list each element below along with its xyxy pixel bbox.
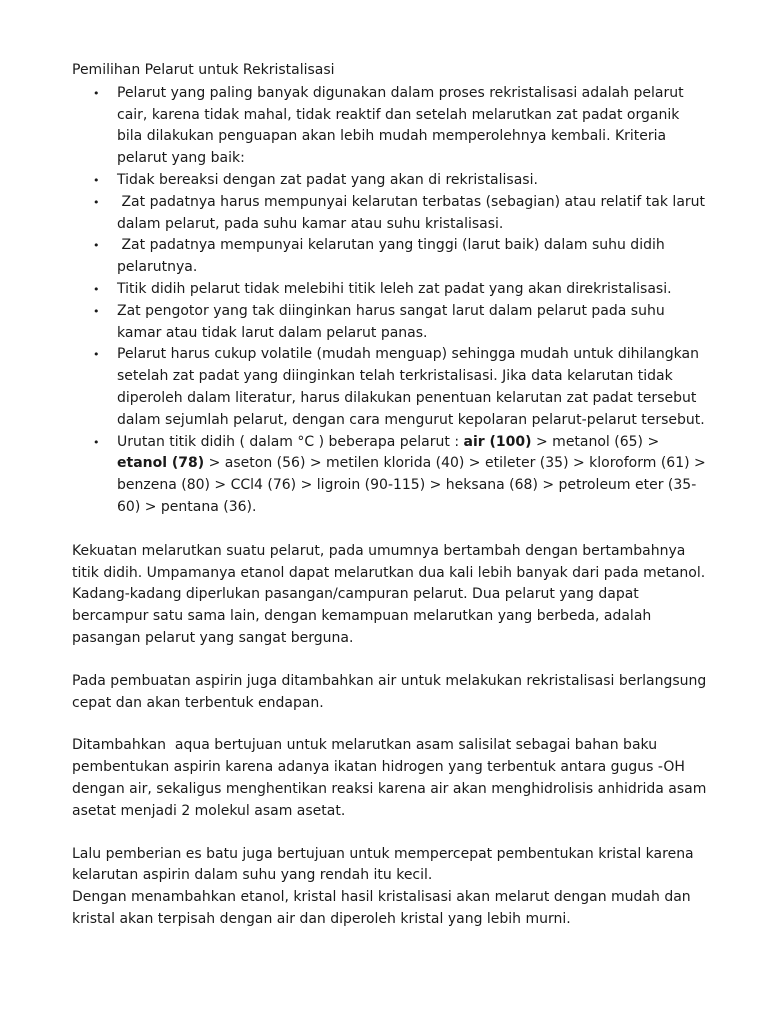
paragraph-ethanol: Dengan menambahkan etanol, kristal hasil kristalisasi akan melarut dengan mudah dan kristal akan terpisah dengan air dan diperoleh kristal yang lebih murni. — [72, 889, 691, 927]
list-item — [93, 235, 708, 279]
list-item-text: Zat pengotor yang tak diinginkan harus sangat larut dalam pelarut pada suhu kamar atau tidak larut dalam pelarut panas. — [117, 302, 665, 341]
bullet-icon: • — [93, 86, 100, 100]
list-item — [93, 279, 708, 301]
bullet-icon: • — [93, 435, 100, 449]
paragraph-ice: Lalu pemberian es batu juga bertujuan untuk mempercepat pembentukan kristal karena kelarutan aspirin dalam suhu yang rendah itu kecil. — [72, 845, 694, 884]
boiling-mid: > metanol (65) > — [531, 433, 660, 450]
list-item-text: Titik didih pelarut tidak melebihi titik leleh zat padat yang akan direkristalisasi. — [117, 280, 672, 297]
boiling-prefix: Urutan titik didih ( dalam °C ) beberapa pelarut : — [117, 433, 464, 450]
list-item — [93, 83, 708, 170]
list-item — [93, 344, 708, 431]
bullet-icon: • — [93, 239, 100, 253]
paragraph-aqua: Ditambahkan aqua bertujuan untuk melarutkan asam salisilat sebagai bahan baku pembentukan aspirin karena adanya ikatan hidrogen yang terbentuk antara gugus -OH dengan air, sekaligus menghentikan reaksi karena air akan menghidrolisis anhidrida asam asetat menjadi 2 molekul asam asetat. — [72, 737, 711, 819]
bullet-icon: • — [93, 173, 100, 187]
list-item-text: Zat padatnya harus mempunyai kelarutan terbatas (sebagian) atau relatif tak larut dalam pelarut, pada suhu kamar atau suhu kristalisasi. — [117, 193, 710, 232]
list-item — [93, 192, 710, 236]
bullet-icon: • — [93, 304, 100, 318]
boiling-bold-water: air (100) — [463, 433, 532, 450]
bullet-icon: • — [93, 195, 100, 209]
list-item-text: Pelarut yang paling banyak digunakan dalam proses rekristalisasi adalah pelarut cair, karena tidak mahal, tidak reaktif dan setelah melarutkan zat padat organik bila dilakukan penguapan akan lebih mudah memperolehnya kembali. Kriteria pelarut yang baik: — [117, 84, 684, 167]
list-item-text: Zat padatnya mempunyai kelarutan yang tinggi (larut baik) dalam suhu didih pelarutnya. — [117, 237, 670, 276]
list-item-text: Pelarut harus cukup volatile (mudah menguap) sehingga mudah untuk dihilangkan setelah zat padat yang diinginkan telah terkristalisasi. Jika data kelarutan tidak diperoleh dalam literatur, harus dilakukan penentuan kelarutan zat padat tersebut dalam sejumlah pelarut, dengan cara mengurut kepolaran pelarut-pelarut tersebut. — [117, 346, 705, 428]
criteria-list — [72, 83, 708, 519]
bullet-icon: • — [93, 282, 100, 296]
paragraph-aspirin-water: Pada pembuatan aspirin juga ditambahkan air untuk melakukan rekristalisasi berlangsung cepat dan akan terbentuk endapan. — [72, 672, 707, 711]
list-item-text: Tidak bereaksi dengan zat padat yang akan di rekristalisasi. — [117, 171, 538, 188]
bullet-icon: • — [93, 348, 100, 362]
boiling-bold-ethanol: etanol (78) — [117, 455, 205, 472]
document-heading: Pemilihan Pelarut untuk Rekristalisasi — [72, 62, 335, 78]
list-item-boiling-points — [93, 432, 708, 519]
boiling-suffix: > aseton (56) > metilen klorida (40) > etileter (35) > kloroform (61) > benzena (80) > CCl4 (76) > ligroin (90-115) > heksana (68) > petroleum eter (35-60) > pentana (36). — [117, 455, 706, 515]
paragraph-solvent-strength: Kekuatan melarutkan suatu pelarut, pada umumnya bertambah dengan bertambahnya titik didih. Umpamanya etanol dapat melarutkan dua kali lebih banyak dari pada metanol. Kadang-kadang diperlukan pasangan/campuran pelarut. Dua pelarut yang dapat bercampur satu sama lain, dengan kemampuan melarutkan yang berbeda, adalah pasangan pelarut yang sangat berguna. — [72, 542, 706, 646]
list-item — [93, 301, 708, 345]
list-item — [93, 170, 708, 192]
